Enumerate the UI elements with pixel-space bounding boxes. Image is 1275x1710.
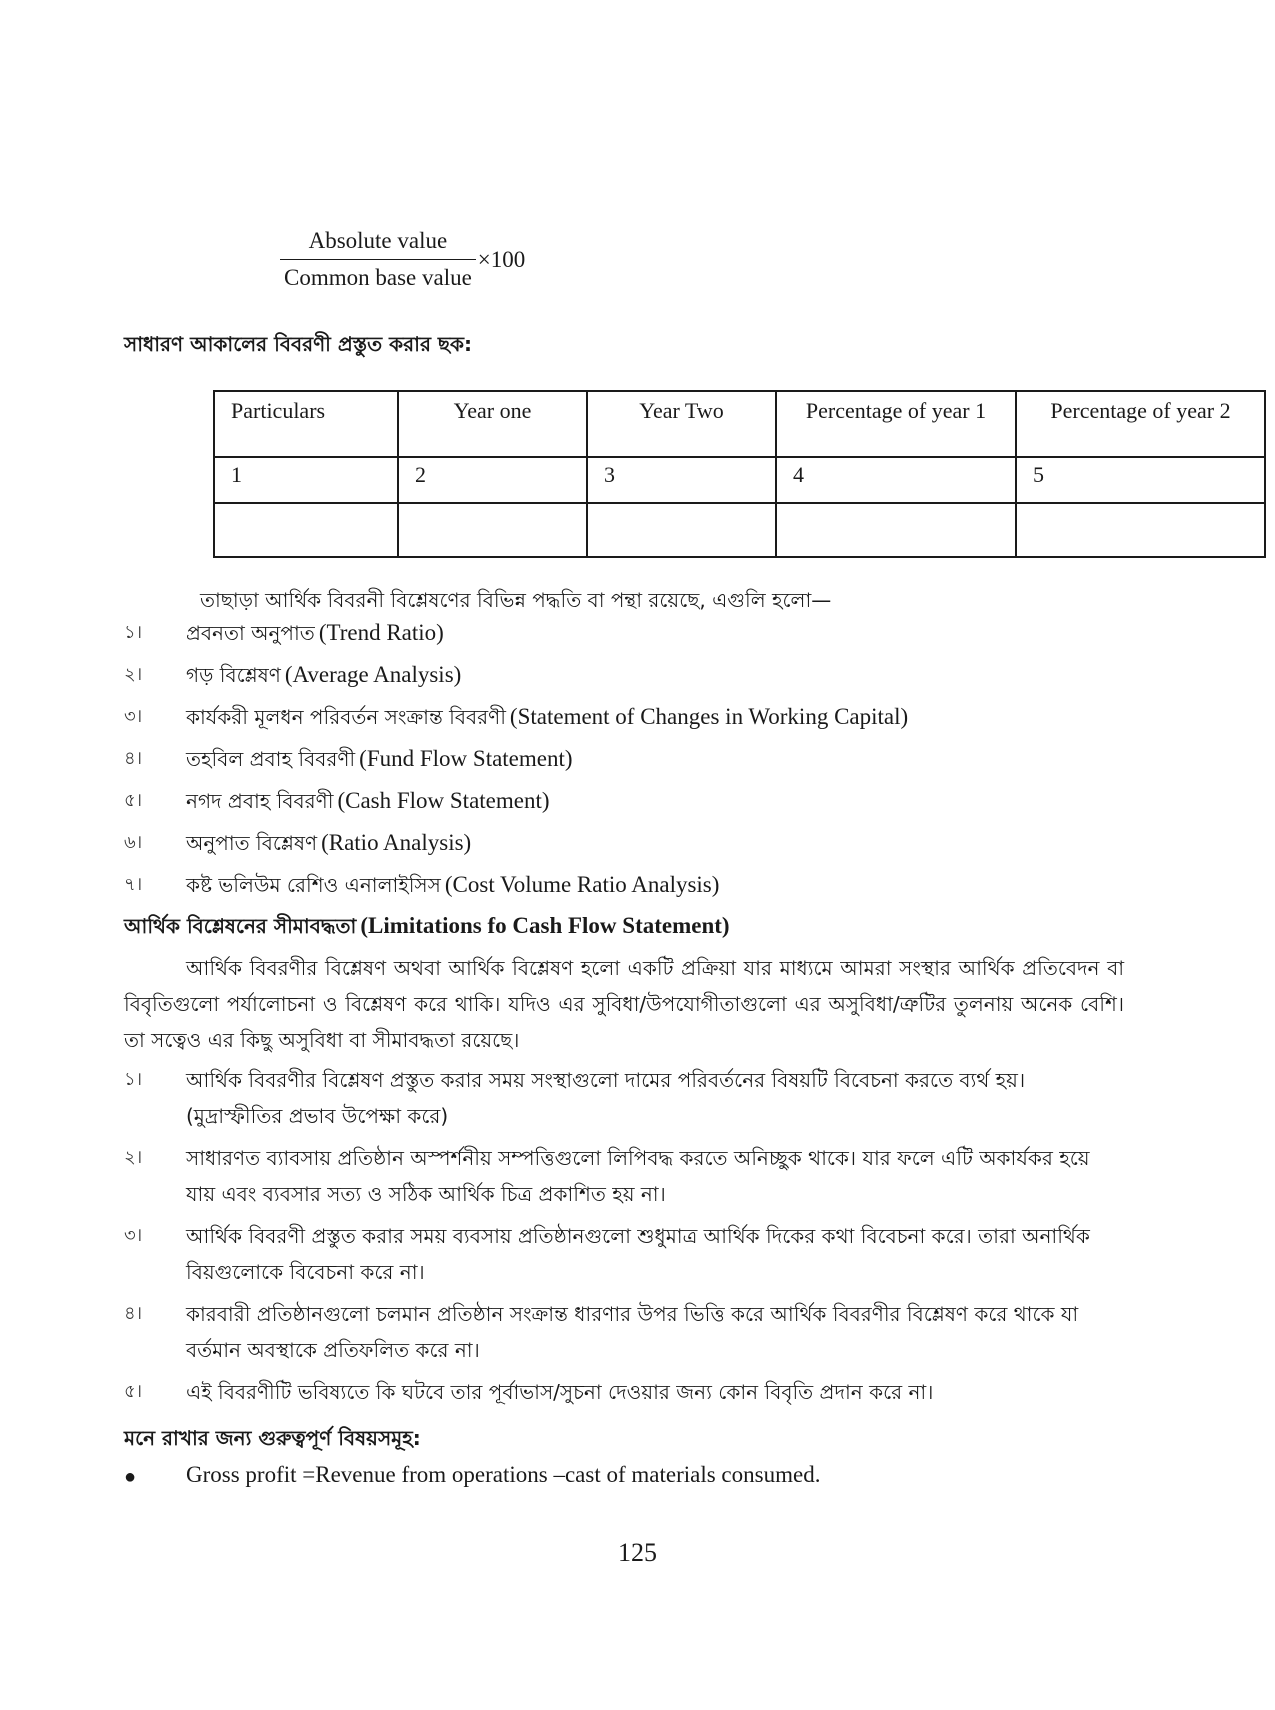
header-cell: Year one: [398, 391, 587, 457]
table-heading: সাধারণ আকালের বিবরণী প্রস্তুত করার ছক:: [124, 332, 473, 356]
bullet-icon: ●: [124, 1466, 137, 1488]
item-number: ২।: [124, 1147, 143, 1168]
limitations-paragraph: [124, 950, 1124, 1058]
item-number: ৩।: [124, 1225, 143, 1246]
percentage-formula: [280, 228, 525, 291]
table-cell: 3: [587, 457, 776, 503]
item-number: ১।: [124, 1069, 143, 1090]
table-row: [214, 503, 1265, 557]
list-item: [124, 702, 1124, 735]
item-en-text: (Ratio Analysis): [321, 830, 472, 855]
list-item: [124, 1062, 1124, 1134]
table-cell: 5: [1016, 457, 1265, 503]
item-bn-text: কষ্ট ভলিউম রেশিও এনালাইসিস: [186, 873, 441, 897]
formula-multiplier: ×100: [477, 246, 526, 272]
table-cell: [776, 503, 1016, 557]
list-item: [124, 828, 1124, 861]
item-bn-text: অনুপাত বিশ্লেষণ: [186, 831, 318, 855]
item-bn-text: প্রবনতা অনুপাত: [186, 621, 315, 645]
item-number: ৬।: [124, 832, 143, 853]
list-item: [124, 1296, 1124, 1368]
item-bn-text: তহবিল প্রবাহ বিবরণী: [186, 747, 356, 771]
limitations-heading: [124, 912, 730, 945]
header-cell: Particulars: [214, 391, 398, 457]
item-number: ৫।: [124, 1381, 143, 1402]
item-en-text: (Average Analysis): [284, 662, 462, 687]
common-size-table: [213, 390, 1266, 558]
list-item: [124, 1140, 1124, 1212]
limitations-heading-bn: আর্থিক বিশ্লেষনের সীমাবদ্ধতা: [124, 914, 357, 938]
table-cell: [1016, 503, 1265, 557]
bullet-item: [124, 1462, 1124, 1488]
table-cell: 2: [398, 457, 587, 503]
list-item: [124, 870, 1124, 903]
item-bn-text: গড় বিশ্লেষণ: [186, 663, 281, 687]
item-en-text: (Cost Volume Ratio Analysis): [444, 872, 720, 897]
item-text: এই বিবরণীটি ভবিষ্যতে কি ঘটবে তার পূর্বাভাস/সুচনা দেওয়ার জন্য কোন বিবৃতি প্রদান করে না।: [186, 1380, 934, 1404]
item-number: ৪।: [124, 748, 143, 769]
table-cell: [587, 503, 776, 557]
item-text: আর্থিক বিবরণীর বিশ্লেষণ প্রস্তুত করার সময় সংস্থাগুলো দামের পরিবর্তনের বিষয়টি বিবেচনা করতে ব্যর্থ হয়। (মুদ্রাস্ফীতির প্রভাব উপেক্ষা করে): [186, 1068, 1026, 1128]
table-cell: [214, 503, 398, 557]
header-cell: Percentage of year 1: [776, 391, 1016, 457]
list-item: [124, 660, 1124, 693]
formula-denominator: Common base value: [284, 265, 472, 290]
list-item: [124, 1374, 1124, 1410]
item-text: সাধারণত ব্যাবসায় প্রতিষ্ঠান অস্পর্শনীয় সম্পত্তিগুলো লিপিবদ্ধ করতে অনিচ্ছুক থাকে। যার ফলে এটি অকার্যকর হয়ে যায় এবং ব্যবসার সত্য ও সঠিক আর্থিক চিত্র প্রকাশিত হয় না।: [186, 1146, 1090, 1206]
table-header-row: [214, 391, 1265, 457]
bullet-text: Gross profit =Revenue from operations –cast of materials consumed.: [186, 1462, 821, 1487]
item-text: আর্থিক বিবরণী প্রস্তুত করার সময় ব্যবসায় প্রতিষ্ঠানগুলো শুধুমাত্র আর্থিক দিকের কথা বিবেচনা করে। তারা অনার্থিক বিয়গুলোকে বিবেচনা করে না।: [186, 1224, 1090, 1284]
page-number: 125: [618, 1538, 657, 1567]
table-cell: 4: [776, 457, 1016, 503]
list-item: [124, 1218, 1124, 1290]
item-en-text: (Cash Flow Statement): [337, 788, 550, 813]
formula-numerator: Absolute value: [280, 228, 476, 260]
header-cell: Year Two: [587, 391, 776, 457]
item-number: ৫।: [124, 790, 143, 811]
list-item: [124, 618, 1124, 651]
remember-heading: মনে রাখার জন্য গুরুত্বপূর্ণ বিষয়সমূহ:: [124, 1426, 421, 1450]
item-text: কারবারী প্রতিষ্ঠানগুলো চলমান প্রতিষ্ঠান সংক্রান্ত ধারণার উপর ভিত্তি করে আর্থিক বিবরণীর বিশ্লেষণ করে থাকে যা বর্তমান অবস্থাকে প্রতিফলিত করে না।: [186, 1302, 1079, 1362]
item-number: ৭।: [124, 874, 143, 895]
formula-fraction: [280, 228, 476, 291]
item-en-text: (Trend Ratio): [318, 620, 444, 645]
table-cell: 1: [214, 457, 398, 503]
item-bn-text: নগদ প্রবাহ বিবরণী: [186, 789, 334, 813]
item-number: ৪।: [124, 1303, 143, 1324]
table-row: [214, 457, 1265, 503]
methods-intro: তাছাড়া আর্থিক বিবরনী বিশ্লেষণের বিভিন্ন পদ্ধতি বা পন্থা রয়েছে, এগুলি হলো—: [200, 588, 832, 612]
table-cell: [398, 503, 587, 557]
list-item: [124, 786, 1124, 819]
item-en-text: (Statement of Changes in Working Capital): [509, 704, 909, 729]
limitations-heading-en: (Limitations fo Cash Flow Statement): [360, 913, 730, 938]
item-number: ৩।: [124, 706, 143, 727]
header-cell: Percentage of year 2: [1016, 391, 1265, 457]
paragraph-text: আর্থিক বিবরণীর বিশ্লেষণ অথবা আর্থিক বিশ্লেষণ হলো একটি প্রক্রিয়া যার মাধ্যমে আমরা সংস্থার আর্থিক প্রতিবেদন বা বিবৃতিগুলো পর্যালোচনা ও বিশ্লেষণ করে থাকি। যদিও এর সুবিধা/উপযোগীতাগুলো এর অসুবিধা/ত্রুটির তুলনায় অনেক বেশি। তা সত্বেও এর কিছু অসুবিধা বা সীমাবদ্ধতা রয়েছে।: [124, 956, 1124, 1052]
item-number: ১।: [124, 622, 143, 643]
item-en-text: (Fund Flow Statement): [359, 746, 573, 771]
item-number: ২।: [124, 664, 143, 685]
item-bn-text: কার্যকরী মূলধন পরিবর্তন সংক্রান্ত বিবরণী: [186, 705, 506, 729]
list-item: [124, 744, 1124, 777]
